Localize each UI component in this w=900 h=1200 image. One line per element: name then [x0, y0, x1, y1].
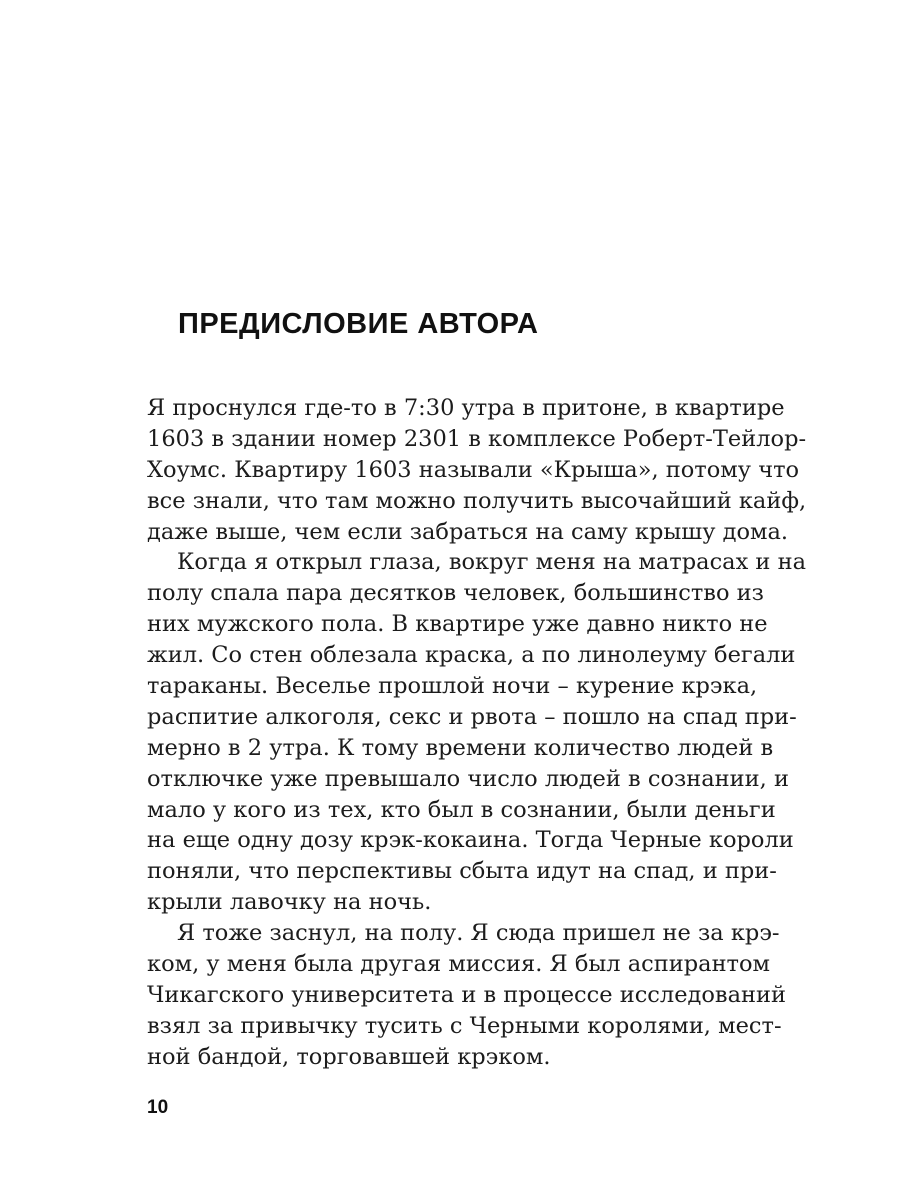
chapter-title: ПРЕДИСЛОВИЕ АВТОРА — [178, 308, 539, 340]
text-line: Когда я открыл глаза, вокруг меня на матрасах и на — [177, 549, 806, 576]
text-line: жил. Со стен облезала краска, а по линолеуму бегали — [147, 642, 796, 669]
text-line: ком, у меня была другая миссия. Я был аспирантом — [147, 951, 771, 978]
text-line: крыли лавочку на ночь. — [147, 889, 432, 916]
text-line: мало у кого из тех, кто был в сознании, были деньги — [147, 796, 776, 823]
text-line: ной бандой, торговавшей крэком. — [147, 1043, 551, 1070]
page-number: 10 — [147, 1097, 169, 1118]
text-line: Я проснулся где-то в 7:30 утра в притоне, в квартире — [147, 395, 785, 421]
text-line: взял за привычку тусить с Черными королями, мест- — [147, 1012, 782, 1039]
text-line: даже выше, чем если забраться на саму крышу дома. — [147, 518, 789, 545]
text-line: распитие алкоголя, секс и рвота – пошло на спад при- — [147, 703, 797, 730]
text-line: тараканы. Веселье прошлой ночи – курение крэка, — [147, 673, 758, 700]
text-line: Я тоже заснул, на полу. Я сюда пришел не за крэ- — [177, 920, 780, 947]
text-line: поняли, что перспективы сбыта идут на спад, и при- — [147, 858, 777, 885]
text-line: них мужского пола. В квартире уже давно никто не — [147, 611, 768, 638]
text-line: все знали, что там можно получить высочайший кайф, — [147, 487, 807, 514]
text-line: полу спала пара десятков человек, большинство из — [147, 580, 764, 607]
text-line: Хоумс. Квартиру 1603 называли «Крыша», потому что — [147, 456, 800, 483]
text-line: 1603 в здании номер 2301 в комплексе Роберт-Тейлор- — [147, 425, 807, 452]
body-text — [147, 393, 807, 1073]
text-line: отключке уже превышало число людей в сознании, и — [147, 765, 789, 792]
text-line: Чикагского университета и в процессе исследований — [147, 981, 786, 1008]
text-line: на еще одну дозу крэк-кокаина. Тогда Черные короли — [147, 827, 794, 854]
text-line: мерно в 2 утра. К тому времени количество людей в — [147, 734, 774, 761]
